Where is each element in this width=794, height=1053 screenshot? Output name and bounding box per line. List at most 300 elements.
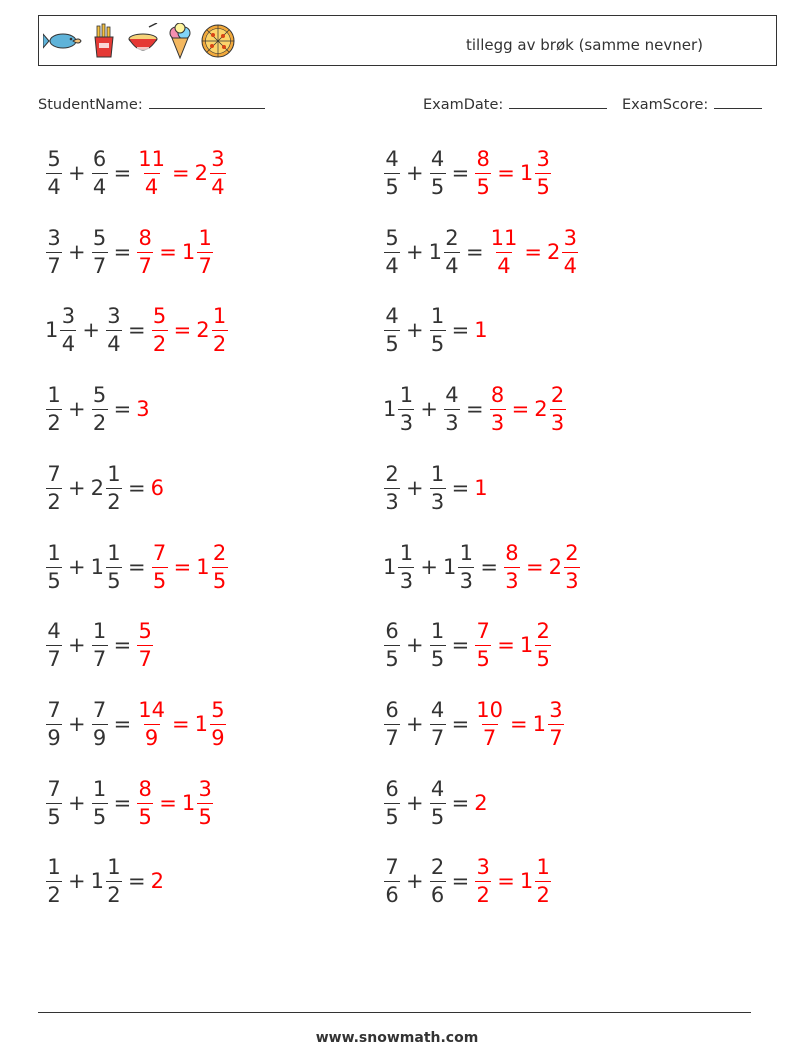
equals-sign: = [509, 712, 528, 736]
denominator: 2 [152, 331, 167, 356]
fraction [60, 303, 76, 356]
addend [90, 540, 123, 593]
numerator: 5 [152, 303, 167, 328]
answer-improper [136, 146, 167, 199]
fraction [46, 697, 62, 750]
fraction [384, 854, 400, 907]
answer-mixed [548, 540, 581, 593]
denominator: 3 [385, 489, 399, 514]
answer-improper [474, 854, 492, 907]
numerator: 2 [430, 854, 445, 879]
answer-improper [474, 318, 488, 342]
answer-improper [474, 476, 488, 500]
plus-sign: + [68, 476, 86, 500]
numerator: 3 [61, 303, 76, 328]
numerator: 3 [47, 225, 61, 250]
plus-sign: + [406, 318, 424, 342]
denominator: 4 [107, 331, 121, 356]
answer-improper [489, 225, 520, 278]
denominator: 5 [385, 174, 399, 199]
denominator: 5 [385, 804, 399, 829]
numerator: 2 [385, 461, 399, 486]
numerator: 5 [92, 382, 107, 407]
equals-sign: = [480, 555, 498, 579]
fraction [46, 146, 62, 199]
equals-sign: = [159, 240, 177, 264]
numerator: 1 [459, 540, 474, 565]
addend [91, 146, 109, 199]
equals-sign: = [113, 240, 132, 264]
fraction [430, 303, 446, 356]
answer-improper [151, 540, 169, 593]
whole-number: 3 [136, 397, 150, 421]
equals-sign: = [171, 712, 190, 736]
denominator: 5 [385, 646, 399, 671]
fraction [458, 540, 474, 593]
fraction [430, 461, 446, 514]
fraction [430, 776, 446, 829]
numerator: 1 [92, 618, 107, 643]
fraction [46, 776, 62, 829]
denominator: 4 [61, 331, 76, 356]
denominator: 7 [430, 725, 445, 750]
denominator: 2 [92, 410, 107, 435]
denominator: 4 [563, 253, 577, 278]
fraction [137, 618, 153, 671]
fraction [212, 540, 228, 593]
fraction [137, 697, 166, 750]
fraction [475, 697, 504, 750]
plus-sign: + [68, 869, 86, 893]
fraction [444, 382, 460, 435]
addend [428, 225, 461, 278]
fraction [384, 618, 400, 671]
whole-number: 1 [442, 555, 457, 579]
numerator: 1 [107, 854, 121, 879]
plus-sign: + [406, 161, 424, 185]
answer-mixed [194, 146, 227, 199]
plus-sign: + [406, 869, 424, 893]
denominator: 7 [47, 253, 61, 278]
fraction [384, 303, 400, 356]
equals-sign: = [113, 633, 132, 657]
numerator: 1 [47, 540, 61, 565]
student-name-blank[interactable] [149, 94, 265, 109]
addend [91, 776, 109, 829]
addend [383, 382, 415, 435]
problem-10 [383, 457, 489, 519]
exam-date-blank[interactable] [509, 94, 607, 109]
fraction [46, 382, 62, 435]
problem-16 [383, 693, 565, 755]
problem-15 [45, 693, 227, 755]
numerator: 1 [107, 461, 121, 486]
equals-sign: = [173, 555, 192, 579]
footer-website: www.snowmath.com [315, 1030, 479, 1046]
addend [383, 776, 401, 829]
fraction [92, 776, 108, 829]
addend [45, 146, 63, 199]
numerator: 5 [211, 697, 225, 722]
fraction [384, 697, 400, 750]
denominator: 3 [505, 568, 519, 593]
denominator: 2 [536, 882, 550, 907]
footer-divider [38, 1012, 751, 1013]
whole-number: 2 [548, 555, 562, 579]
numerator: 6 [385, 618, 399, 643]
answer [136, 776, 214, 829]
answer-improper [151, 476, 165, 500]
numerator: 4 [47, 618, 61, 643]
equals-sign: = [451, 318, 470, 342]
answer-mixed [519, 618, 552, 671]
fraction [384, 776, 400, 829]
answer-mixed [196, 540, 228, 593]
addend [383, 854, 401, 907]
fraction [92, 382, 108, 435]
numerator: 1 [212, 303, 227, 328]
problem-18 [383, 772, 489, 834]
fraction [398, 382, 414, 435]
addend [383, 225, 401, 278]
equals-sign: = [113, 712, 132, 736]
fraction [106, 540, 122, 593]
numerator: 5 [385, 225, 399, 250]
problem-8 [383, 378, 567, 440]
equals-sign: = [465, 240, 484, 264]
answer-mixed [546, 225, 579, 278]
denominator: 6 [385, 882, 399, 907]
equals-sign: = [127, 476, 146, 500]
fraction [535, 618, 551, 671]
whole-number: 2 [90, 476, 104, 500]
problem-14 [383, 614, 552, 676]
answer [474, 854, 552, 907]
fraction [564, 540, 580, 593]
whole-number: 1 [90, 555, 104, 579]
plus-sign: + [420, 397, 438, 421]
denominator: 5 [152, 568, 167, 593]
equals-sign: = [113, 161, 132, 185]
denominator: 3 [459, 568, 474, 593]
equals-sign: = [525, 555, 544, 579]
fraction [46, 225, 62, 278]
fraction [550, 382, 566, 435]
plus-sign: + [406, 791, 424, 815]
problem-19 [45, 850, 165, 912]
numerator: 1 [430, 303, 445, 328]
numerator: 2 [536, 618, 550, 643]
denominator: 3 [550, 410, 565, 435]
equals-sign: = [159, 791, 177, 815]
whole-number: 1 [383, 397, 397, 421]
fraction [430, 697, 446, 750]
answer [136, 146, 227, 199]
denominator: 2 [107, 489, 121, 514]
whole-number: 1 [45, 318, 59, 342]
whole-number: 2 [474, 791, 488, 815]
numerator: 8 [138, 225, 152, 250]
numerator: 3 [536, 146, 550, 171]
numerator: 2 [212, 540, 227, 565]
numerator: 8 [490, 382, 505, 407]
denominator: 7 [47, 646, 61, 671]
fraction [535, 854, 551, 907]
addend [45, 303, 77, 356]
addend [91, 618, 109, 671]
numerator: 1 [399, 382, 414, 407]
addend [90, 854, 123, 907]
answer [474, 146, 552, 199]
addend [429, 697, 447, 750]
addend [383, 461, 401, 514]
problem-11 [45, 536, 229, 598]
fraction [384, 146, 400, 199]
problem-17 [45, 772, 214, 834]
answer [503, 540, 581, 593]
answer-mixed [534, 382, 566, 435]
numerator: 3 [549, 697, 563, 722]
denominator: 2 [47, 489, 61, 514]
fraction [92, 697, 108, 750]
denominator: 7 [92, 253, 107, 278]
answer-improper [136, 697, 167, 750]
equals-sign: = [451, 791, 470, 815]
numerator: 7 [47, 776, 61, 801]
whole-number: 1 [474, 476, 488, 500]
denominator: 5 [536, 646, 550, 671]
fraction [92, 146, 108, 199]
whole-number: 1 [519, 869, 534, 893]
numerator: 11 [490, 225, 518, 250]
equals-sign: = [451, 869, 470, 893]
numerator: 2 [565, 540, 579, 565]
exam-date-field [423, 94, 607, 113]
noodle-bowl-icon [125, 23, 161, 57]
numerator: 7 [92, 697, 107, 722]
fraction [152, 540, 168, 593]
denominator: 4 [445, 253, 459, 278]
denominator: 5 [430, 646, 445, 671]
denominator: 5 [430, 804, 445, 829]
pizza-icon [199, 23, 237, 59]
whole-number: 6 [150, 476, 164, 500]
numerator: 8 [505, 540, 519, 565]
denominator: 6 [430, 882, 445, 907]
worksheet-title: tillegg av brøk (samme nevner) [466, 36, 704, 54]
plus-sign: + [420, 555, 438, 579]
numerator: 8 [138, 776, 152, 801]
answer-mixed [194, 697, 227, 750]
whole-number: 1 [532, 712, 546, 736]
denominator: 4 [92, 174, 107, 199]
answer [136, 618, 154, 671]
whole-number: 1 [196, 555, 210, 579]
fraction [106, 854, 122, 907]
equals-sign: = [451, 633, 470, 657]
equals-sign: = [511, 397, 530, 421]
problem-12 [383, 536, 581, 598]
whole-number: 1 [519, 161, 534, 185]
denominator: 3 [399, 410, 414, 435]
addend [45, 225, 63, 278]
answer [474, 476, 488, 500]
denominator: 5 [430, 331, 445, 356]
denominator: 4 [385, 253, 399, 278]
answer-mixed [532, 697, 565, 750]
answer-improper [151, 303, 169, 356]
denominator: 5 [92, 804, 107, 829]
problem-4 [383, 221, 579, 283]
answer [151, 476, 165, 500]
addend [91, 382, 109, 435]
fraction [384, 225, 400, 278]
fish-icon [43, 23, 83, 57]
numerator: 6 [385, 776, 399, 801]
addend [45, 697, 63, 750]
fries-icon [89, 23, 119, 59]
answer [474, 618, 552, 671]
equals-sign: = [451, 161, 470, 185]
numerator: 11 [138, 146, 165, 171]
numerator: 7 [47, 461, 61, 486]
fraction [398, 540, 414, 593]
denominator: 4 [211, 174, 225, 199]
denominator: 2 [47, 882, 61, 907]
ice-cream-icon [167, 23, 193, 59]
plus-sign: + [68, 712, 86, 736]
numerator: 7 [152, 540, 167, 565]
equals-sign: = [127, 555, 146, 579]
answer [474, 697, 565, 750]
fraction [197, 776, 213, 829]
fraction [152, 303, 168, 356]
fraction [92, 618, 108, 671]
answer-improper [503, 540, 521, 593]
fraction [137, 776, 153, 829]
answer-improper [151, 869, 165, 893]
plus-sign: + [82, 318, 100, 342]
numerator: 2 [550, 382, 565, 407]
addend [429, 146, 447, 199]
fraction [46, 618, 62, 671]
addend [45, 776, 63, 829]
equals-sign: = [451, 712, 470, 736]
fraction [137, 225, 153, 278]
denominator: 7 [138, 253, 152, 278]
fraction [444, 225, 460, 278]
student-name-field [38, 94, 265, 113]
whole-number: 2 [150, 869, 164, 893]
numerator: 8 [476, 146, 490, 171]
whole-number: 1 [181, 791, 196, 815]
whole-number: 1 [194, 712, 208, 736]
numerator: 2 [445, 225, 459, 250]
denominator: 4 [47, 174, 61, 199]
fraction [475, 146, 491, 199]
answer [151, 869, 165, 893]
denominator: 9 [47, 725, 61, 750]
equals-sign: = [113, 791, 132, 815]
exam-score-blank[interactable] [714, 94, 762, 109]
problem-6 [383, 299, 489, 361]
addend [91, 225, 109, 278]
denominator: 7 [549, 725, 563, 750]
addend [45, 540, 63, 593]
denominator: 5 [107, 568, 121, 593]
equals-sign: = [113, 397, 132, 421]
whole-number: 1 [428, 240, 442, 264]
equals-sign: = [171, 161, 190, 185]
addend [429, 618, 447, 671]
numerator: 4 [385, 146, 399, 171]
whole-number: 1 [383, 555, 397, 579]
fraction [475, 618, 491, 671]
denominator: 5 [47, 804, 61, 829]
answer [474, 791, 488, 815]
denominator: 3 [565, 568, 579, 593]
addend [90, 461, 123, 514]
numerator: 10 [476, 697, 503, 722]
denominator: 7 [198, 253, 212, 278]
plus-sign: + [68, 555, 86, 579]
whole-number: 2 [196, 318, 210, 342]
fraction [384, 461, 400, 514]
answer-improper [136, 776, 154, 829]
addend [45, 382, 63, 435]
numerator: 1 [430, 461, 445, 486]
addend [429, 303, 447, 356]
denominator: 5 [476, 174, 490, 199]
denominator: 5 [47, 568, 61, 593]
student-name-label: StudentName: [38, 97, 143, 113]
fraction [46, 540, 62, 593]
fraction [504, 540, 520, 593]
plus-sign: + [406, 633, 424, 657]
problem-2 [383, 142, 552, 204]
addend [91, 697, 109, 750]
fraction [475, 854, 491, 907]
whole-number: 2 [546, 240, 561, 264]
fraction [92, 225, 108, 278]
answer [136, 397, 150, 421]
problem-7 [45, 378, 151, 440]
plus-sign: + [406, 240, 424, 264]
answer-improper [489, 382, 507, 435]
fraction [137, 146, 166, 199]
answer-mixed [196, 303, 228, 356]
fraction [106, 303, 122, 356]
numerator: 7 [476, 618, 490, 643]
fraction [430, 146, 446, 199]
answer-mixed [181, 225, 214, 278]
addend [429, 776, 447, 829]
fraction [430, 618, 446, 671]
denominator: 2 [476, 882, 490, 907]
numerator: 5 [92, 225, 107, 250]
fraction [548, 697, 564, 750]
addend [429, 854, 447, 907]
fraction [490, 225, 519, 278]
answer-improper [474, 697, 505, 750]
addend [105, 303, 123, 356]
answer-improper [474, 146, 492, 199]
problem-20 [383, 850, 552, 912]
numerator: 4 [430, 146, 445, 171]
numerator: 1 [399, 540, 414, 565]
denominator: 9 [211, 725, 225, 750]
fraction [210, 697, 226, 750]
